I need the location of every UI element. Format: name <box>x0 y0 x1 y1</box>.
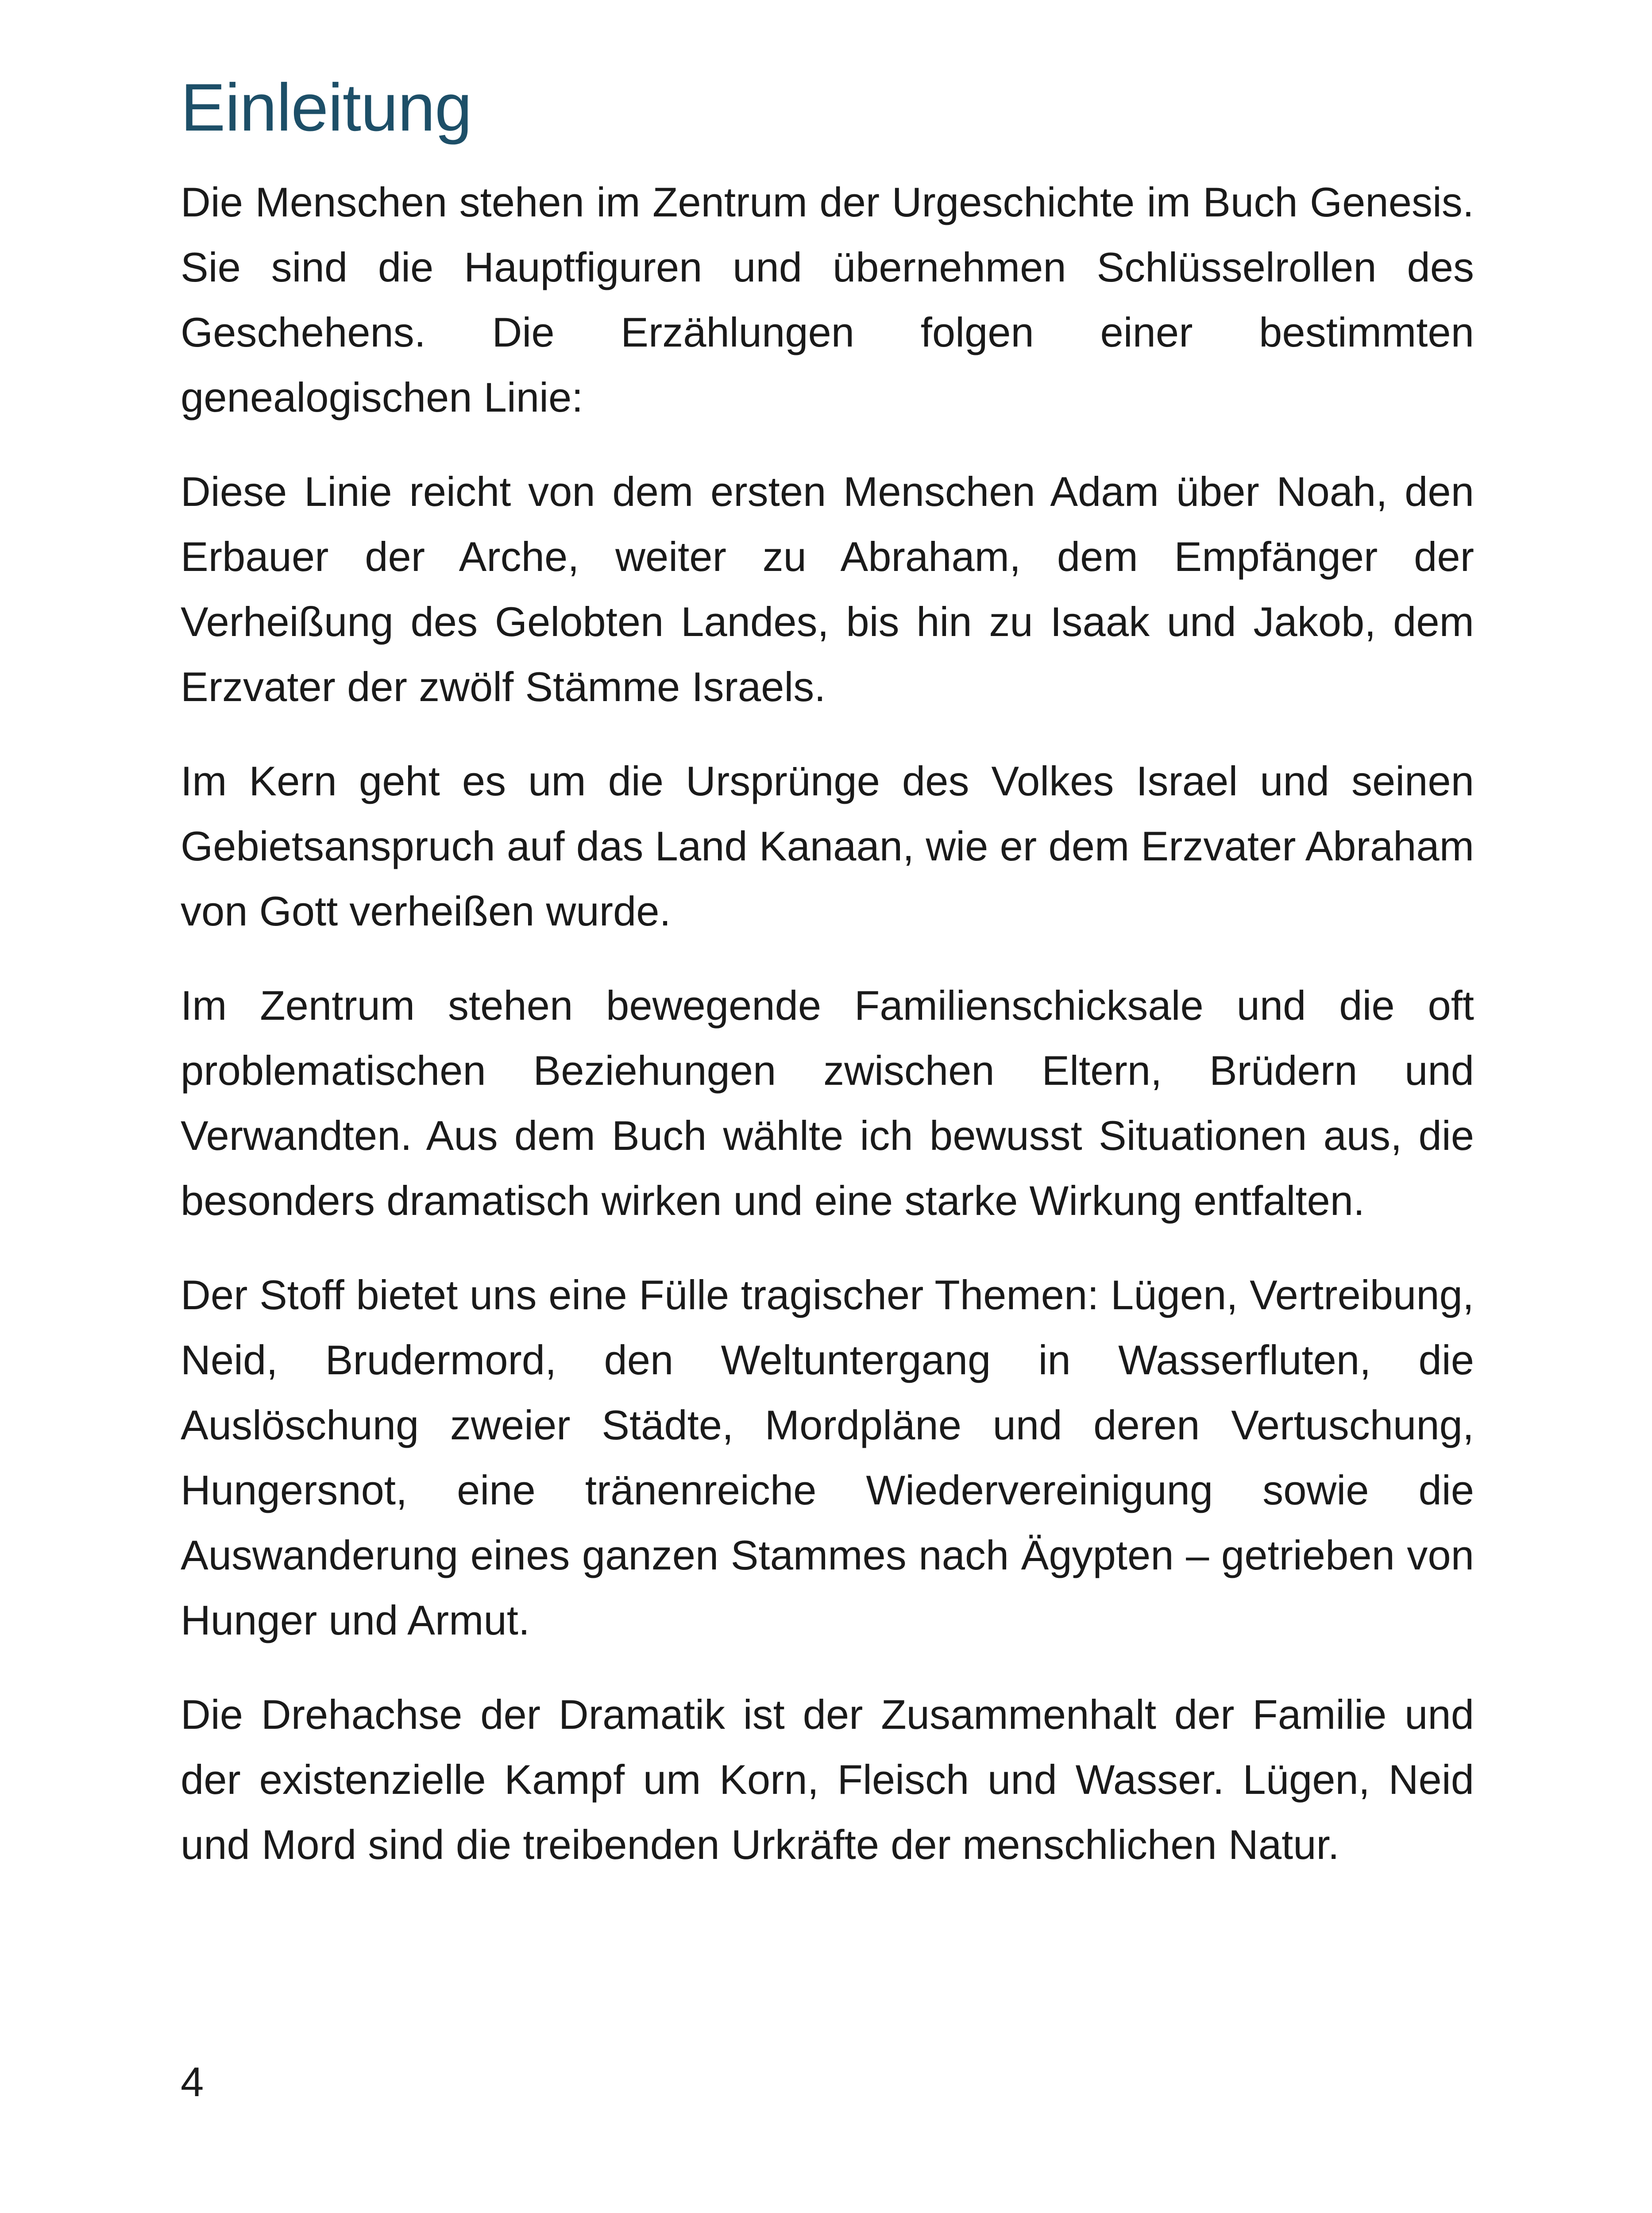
page-title: Einleitung <box>181 70 472 145</box>
paragraph-5: Der Stoff bietet uns eine Fülle tragischer Themen: Lügen, Vertreibung, Neid, Brudermord, den Weltuntergang in Wasserfluten, die Auslöschung zweier Städte, Mordpläne und deren Vertuschung, Hungersnot, eine tränenreiche Wiedervereinigung sowie die Auswanderung eines ganzen Stammes nach Ägypten – getrieben von Hunger und Armut. <box>181 1272 1474 1644</box>
paragraph-6: Die Drehachse der Dramatik ist der Zusammenhalt der Familie und der existenzielle Kampf um Korn, Fleisch und Wasser. Lügen, Neid und Mord sind die treibenden Urkräfte der menschlichen Natur. <box>181 1691 1474 1868</box>
paragraph-4: Im Zentrum stehen bewegende Familienschicksale und die oft problematischen Beziehungen zwischen Eltern, Brüdern und Verwandten. Aus dem Buch wählte ich bewusst Situationen aus, die besonders dramatisch wirken und eine starke Wirkung entfalten. <box>181 982 1474 1224</box>
page-number: 4 <box>181 2059 204 2105</box>
paragraph-2: Diese Linie reicht von dem ersten Menschen Adam über Noah, den Erbauer der Arche, weiter zu Abraham, dem Empfänger der Verheißung des Gelobten Landes, bis hin zu Isaak und Jakob, dem Erzvater der zwölf Stämme Israels. <box>181 468 1474 710</box>
paragraph-3: Im Kern geht es um die Ursprünge des Volkes Israel und seinen Gebietsanspruch auf das Land Kanaan, wie er dem Erzvater Abraham von Gott verheißen wurde. <box>181 758 1474 935</box>
page-content <box>181 71 1474 1906</box>
paragraph-1: Die Menschen stehen im Zentrum der Urgeschichte im Buch Genesis. Sie sind die Hauptfiguren und übernehmen Schlüsselrollen des Geschehens. Die Erzählungen folgen einer bestimmten genealogischen Linie: <box>181 179 1474 421</box>
